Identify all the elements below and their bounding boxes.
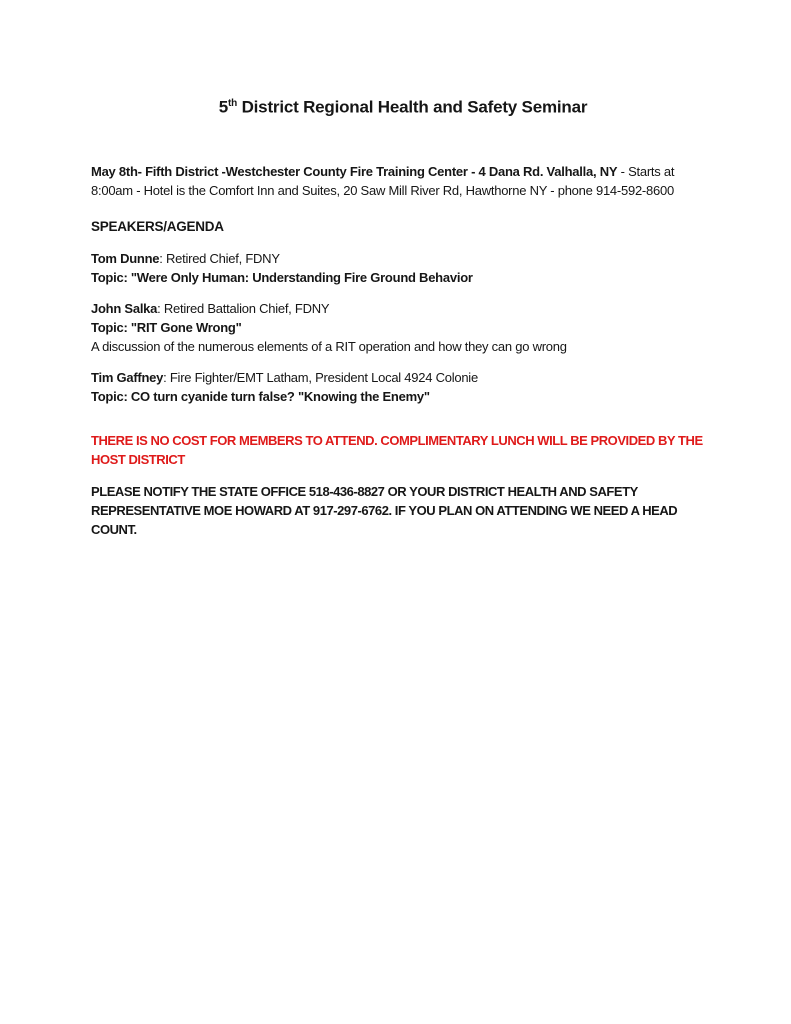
speaker-topic: Topic: CO turn cyanide turn false? "Knowing the Enemy": [91, 388, 430, 404]
cost-notice: THERE IS NO COST FOR MEMBERS TO ATTEND. COMPLIMENTARY LUNCH WILL BE PROVIDED BY THE HOST DISTRICT: [91, 432, 703, 467]
speaker-name: John Salka: [91, 300, 158, 316]
speaker-role: : Retired Chief, FDNY: [159, 250, 280, 266]
speaker-line: [91, 299, 715, 318]
title-text: District Regional Health and Safety Seminar: [237, 97, 588, 117]
speaker-topic: Topic: "RIT Gone Wrong": [91, 319, 242, 335]
speaker-name: Tom Dunne: [91, 250, 160, 266]
section-heading-speakers-agenda: SPEAKERS/AGENDA: [91, 218, 224, 234]
speaker-block-tim-gaffney: [91, 368, 715, 406]
speaker-line: [91, 368, 715, 387]
speaker-role: : Fire Fighter/EMT Latham, President Local 4924 Colonie: [163, 369, 478, 385]
speaker-block-john-salka: [91, 299, 715, 356]
speaker-block-tom-dunne: [91, 249, 715, 287]
document-title: [91, 92, 715, 120]
title-number: 5: [218, 97, 229, 117]
title-ordinal-suffix: th: [228, 98, 238, 109]
speaker-topic: Topic: "Were Only Human: Understanding Fire Ground Behavior: [91, 269, 473, 285]
event-info-bold: May 8th- Fifth District -Westchester County Fire Training Center - 4 Dana Rd. Valhalla, NY: [91, 163, 618, 179]
document-content: [91, 92, 715, 539]
speaker-role: : Retired Battalion Chief, FDNY: [157, 300, 330, 316]
event-info-paragraph: [91, 162, 715, 200]
event-info-regular: - Starts at 8:00am - Hotel is the Comfort Inn and Suites, 20 Saw Mill River Rd, Hawthorne NY - phone 914-592-8600: [91, 163, 675, 198]
speaker-line: [91, 249, 715, 268]
rsvp-notice: PLEASE NOTIFY THE STATE OFFICE 518-436-8827 OR YOUR DISTRICT HEALTH AND SAFETY REPRESENTATIVE MOE HOWARD AT 917-297-6762. IF YOU PLAN ON ATTENDING WE NEED A HEAD COUNT.: [91, 483, 678, 537]
speaker-description: A discussion of the numerous elements of a RIT operation and how they can go wrong: [91, 338, 567, 354]
speaker-name: Tim Gaffney: [91, 369, 164, 385]
